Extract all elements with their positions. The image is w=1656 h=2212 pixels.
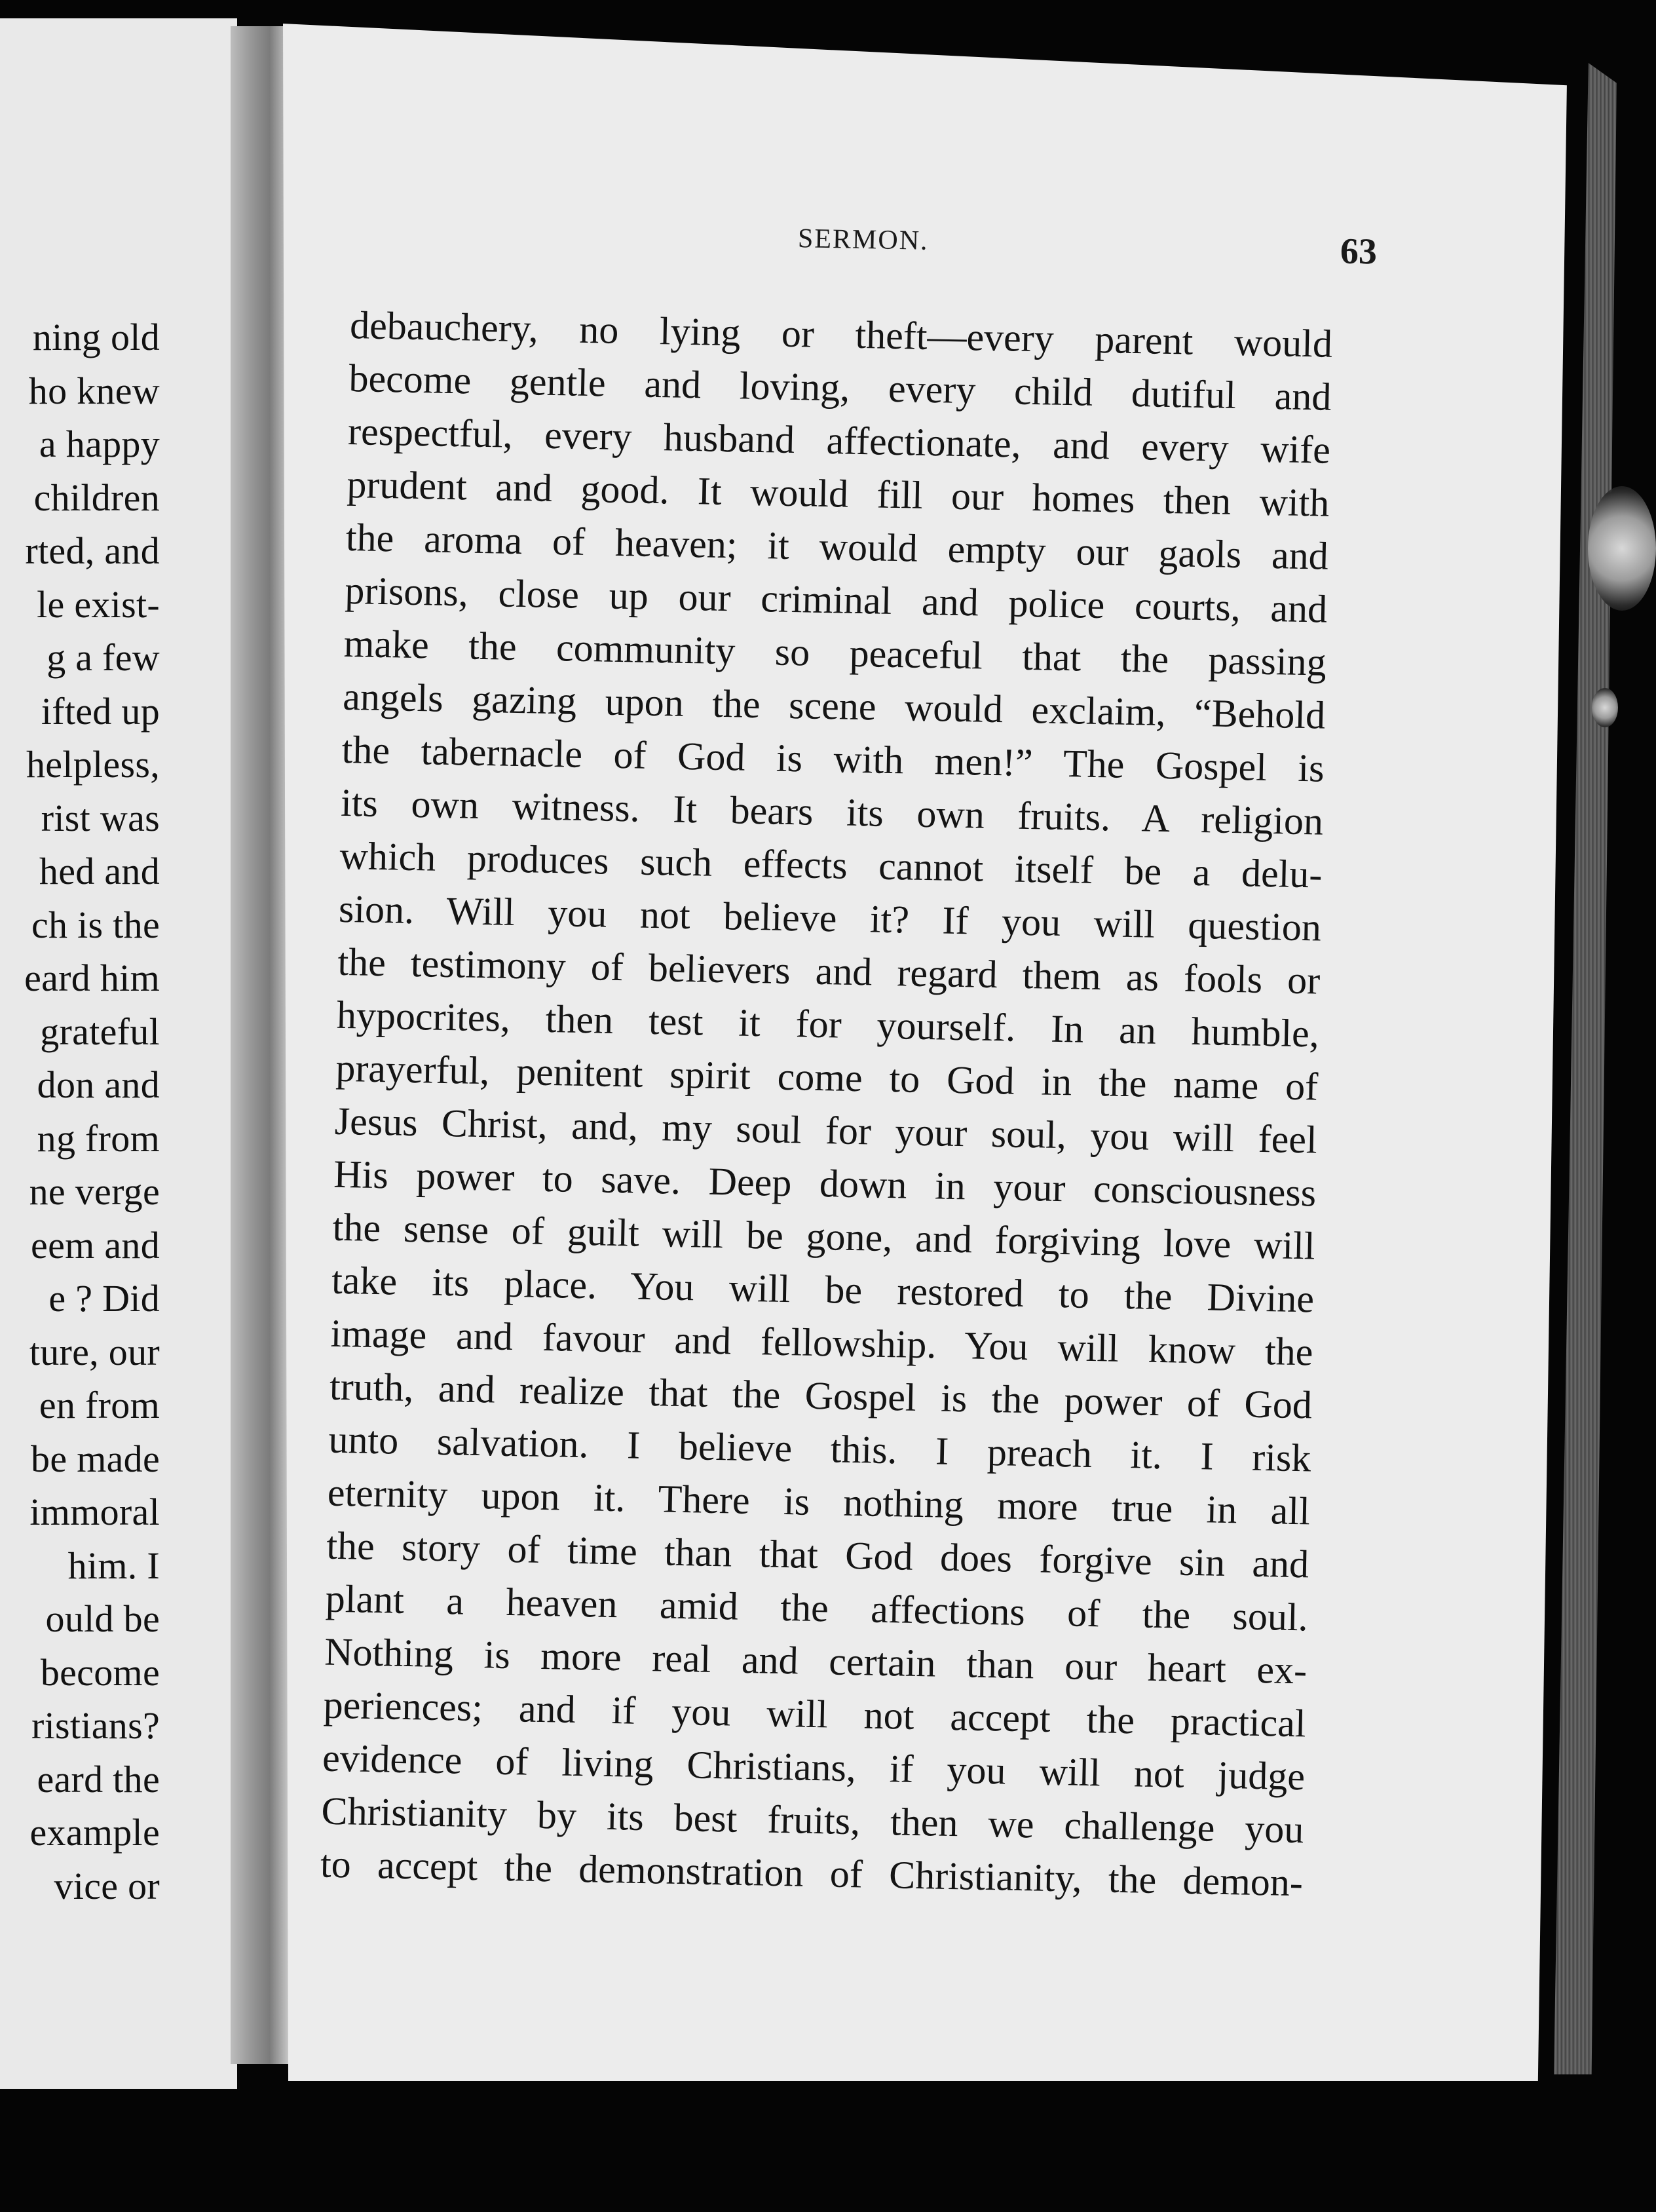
paper-stain (1592, 688, 1618, 727)
left-line: helpless, (26, 743, 160, 786)
text-line: prisons, close up our criminal and police courts, and (344, 568, 1328, 631)
left-line: a happy (39, 423, 160, 465)
left-line: hed and (39, 850, 160, 892)
text-line: its own witness. It bears its own fruits. A religion (340, 780, 1324, 843)
left-line: immoral (29, 1491, 160, 1533)
left-line: rted, and (25, 529, 160, 572)
text-line: prayerful, penitent spirit come to God in the name of (335, 1046, 1319, 1109)
text-line: evidence of living Christians, if you will not judge (322, 1736, 1306, 1799)
text-line: Nothing is more real and certain than our heart ex- (324, 1630, 1308, 1692)
left-line: him. I (67, 1544, 160, 1587)
left-line: become (40, 1650, 160, 1694)
left-line: eard the (37, 1757, 160, 1801)
text-line: unto salvation. I believe this. I preach it. I risk (328, 1417, 1311, 1480)
paper-stain (1588, 486, 1656, 611)
left-line: eem and (31, 1223, 160, 1267)
left-line: rist was (41, 796, 160, 839)
page-number: 63 (1340, 231, 1378, 273)
text-line: plant a heaven amid the affections of the soul. (325, 1576, 1309, 1639)
text-line: to accept the demonstration of Christianity, the demon- (320, 1842, 1304, 1905)
text-line: respectful, every husband affectionate, and every wife (347, 409, 1331, 472)
left-page-text (24, 311, 160, 1913)
left-line: ng from (37, 1116, 160, 1160)
left-line: g a few (47, 636, 160, 679)
left-line: en from (39, 1384, 160, 1426)
text-line: make the community so peaceful that the passing (343, 621, 1327, 684)
text-line: the aroma of heaven; it would empty our gaols and (345, 515, 1329, 578)
running-head: SERMON. (797, 223, 929, 256)
left-page (0, 18, 237, 2089)
text-line: sion. Will you not believe it? If you will question (338, 887, 1322, 949)
text-line: image and favour and fellowship. You will know the (330, 1311, 1314, 1374)
left-line: ch is the (31, 903, 160, 946)
left-line: ho knew (28, 369, 160, 412)
text-line: Christianity by its best fruits, then we challenge you (321, 1789, 1305, 1852)
text-line: His power to save. Deep down in your consciousness (333, 1152, 1317, 1215)
left-line: ifted up (41, 689, 160, 733)
text-line: Jesus Christ, and, my soul for your soul, you will feel (334, 1099, 1318, 1162)
left-line: vice or (54, 1864, 160, 1907)
text-line: which produces such effects cannot itself be a delu- (339, 833, 1323, 896)
left-line: le exist- (37, 582, 160, 626)
left-line: e ? Did (48, 1277, 160, 1320)
text-line: truth, and realize that the Gospel is the power of God (329, 1364, 1313, 1427)
text-line: angels gazing upon the scene would exclaim, “Behold (342, 674, 1326, 737)
text-line: the sense of guilt will be gone, and forgiving love will (332, 1205, 1316, 1268)
left-line: ture, our (29, 1330, 160, 1373)
left-line: children (33, 476, 160, 519)
left-line: don and (37, 1063, 160, 1106)
left-line: ristians? (31, 1704, 160, 1747)
text-line: the tabernacle of God is with men!” The Gospel is (341, 727, 1325, 790)
page-edge (1554, 63, 1617, 2074)
text-line: eternity upon it. There is nothing more true in all (327, 1470, 1311, 1533)
text-line: take its place. You will be restored to the Divine (331, 1258, 1315, 1321)
text-line: the story of time than that God does forgive sin and (326, 1523, 1309, 1586)
text-line: hypocrites, then test it for yourself. In an humble, (336, 993, 1320, 1056)
left-line: example (29, 1811, 160, 1854)
left-line: ould be (45, 1597, 160, 1640)
left-line: ning old (32, 316, 160, 358)
text-line: periences; and if you will not accept the practical (323, 1683, 1307, 1745)
left-line: grateful (40, 1010, 160, 1053)
body-text (320, 299, 1375, 1911)
left-line: be made (31, 1437, 160, 1480)
text-line: prudent and good. It would fill our homes then with (346, 462, 1330, 525)
text-line: become gentle and loving, every child dutiful and (348, 356, 1332, 419)
text-line: debauchery, no lying or theft—every parent would (349, 303, 1333, 366)
text-line: the testimony of believers and regard them as fools or (337, 940, 1321, 1002)
left-line: eard him (24, 957, 160, 999)
left-line: ne verge (29, 1170, 160, 1213)
